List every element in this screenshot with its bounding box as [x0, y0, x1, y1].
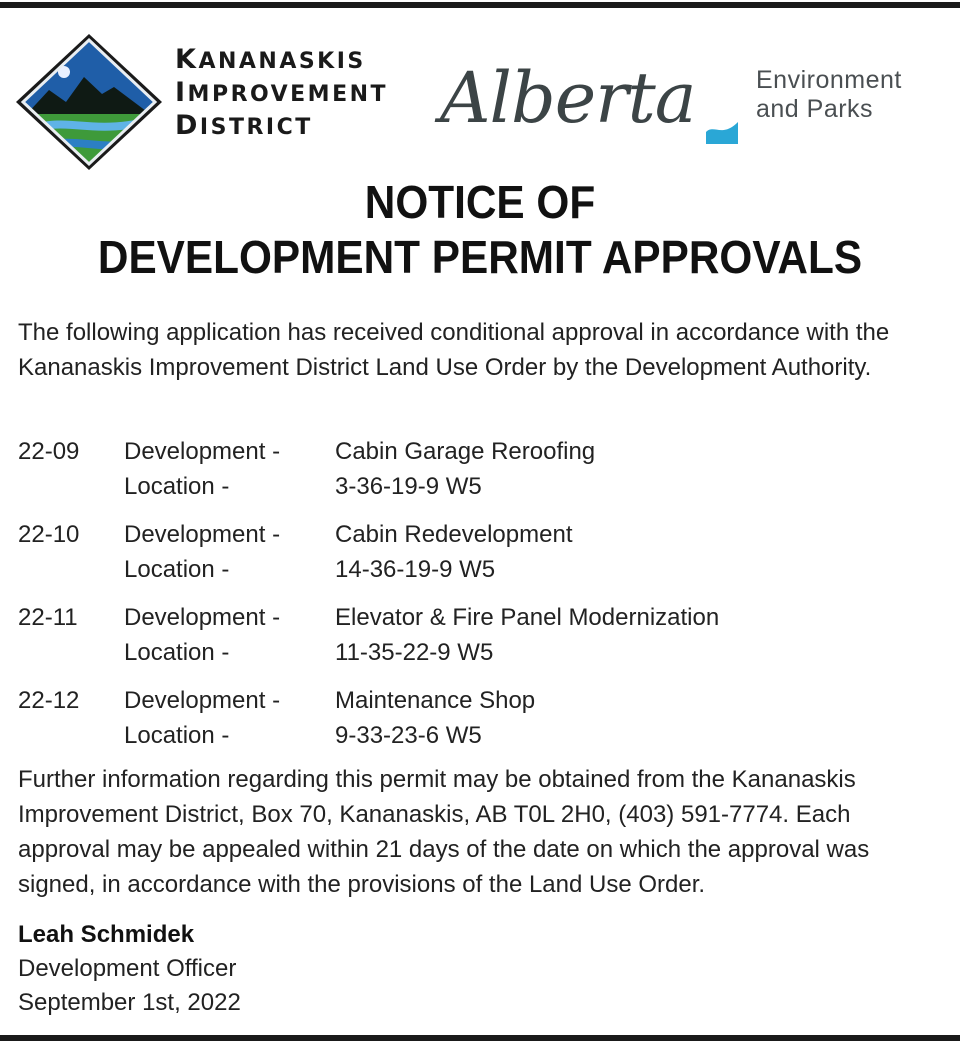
- title-line1: NOTICE OF: [364, 176, 596, 228]
- kid-logo-line: [175, 110, 388, 143]
- title-line2: DEVELOPMENT PERMIT APPROVALS: [97, 231, 863, 283]
- location-value: 3-36-19-9 W5: [335, 473, 482, 500]
- permit-entry: [18, 683, 948, 766]
- permit-development-row: [18, 517, 948, 552]
- kid-logo-cap: I: [175, 77, 188, 108]
- location-label: Location -: [124, 639, 230, 666]
- top-border-rule: [0, 2, 960, 8]
- development-value: Cabin Redevelopment: [335, 521, 573, 548]
- development-value: Maintenance Shop: [335, 687, 536, 714]
- kid-logo-wordmark: [175, 44, 388, 143]
- further-info-paragraph: Further information regarding this permit may be obtained from the Kananaskis Improvement District, Box 70, Kananaskis, AB T0L 2H0, (403) 591-7774. Each approval may be appealed within 21 days of the date on which the approval was signed, in accordance with the provisions of the Land Use Order.: [18, 766, 870, 898]
- signatory-title: Development Officer: [18, 955, 237, 982]
- intro-paragraph: The following application has received conditional approval in accordance with the Kananaskis Improvement District Land Use Order by the Development Authority.: [18, 319, 890, 381]
- permit-number: 22-12: [18, 687, 80, 714]
- permit-entry: [18, 600, 948, 683]
- permit-entry: [18, 517, 948, 600]
- permit-development-row: [18, 600, 948, 635]
- kid-logo-cap: K: [175, 44, 199, 75]
- location-label: Location -: [124, 722, 230, 749]
- signature-date: September 1st, 2022: [18, 989, 241, 1016]
- header: [0, 28, 960, 173]
- development-label: Development -: [124, 521, 281, 548]
- signature-block: [18, 918, 241, 1020]
- permit-location-row: [18, 635, 948, 670]
- permit-number: 22-10: [18, 521, 80, 548]
- location-label: Location -: [124, 556, 230, 583]
- permit-location-row: [18, 718, 948, 753]
- ministry-line1: Environment: [756, 66, 902, 94]
- permit-number: 22-11: [18, 604, 78, 631]
- ministry-name: [756, 66, 902, 124]
- permit-location-row: [18, 552, 948, 587]
- kid-logo-rest: ISTRICT: [199, 115, 313, 140]
- permit-development-row: [18, 434, 948, 469]
- permit-development-row: [18, 683, 948, 718]
- notice-title: [38, 175, 921, 285]
- permit-entry: [18, 434, 948, 517]
- location-value: 14-36-19-9 W5: [335, 556, 496, 583]
- kid-logo-rest: ANANASKIS: [198, 49, 366, 74]
- kid-logo-cap: D: [175, 110, 200, 141]
- permit-location-row: [18, 469, 948, 504]
- kid-logo-rest: MPROVEMENT: [187, 82, 389, 107]
- permit-number: 22-09: [18, 438, 80, 465]
- bottom-border-rule: [0, 1035, 960, 1041]
- location-label: Location -: [124, 473, 230, 500]
- development-label: Development -: [124, 604, 281, 631]
- kananaskis-mountain-logo-icon: [14, 32, 164, 172]
- development-label: Development -: [124, 687, 281, 714]
- alberta-wordmark: Alberta: [440, 57, 696, 139]
- location-value: 11-35-22-9 W5: [335, 639, 494, 666]
- development-value: Cabin Garage Reroofing: [335, 438, 596, 465]
- location-value: 9-33-23-6 W5: [335, 722, 482, 749]
- permit-list: [18, 434, 948, 766]
- signatory-name: Leah Schmidek: [18, 921, 195, 948]
- ministry-line2: and Parks: [756, 95, 874, 123]
- alberta-wave-icon: [706, 118, 738, 144]
- kid-logo-line: [175, 77, 388, 110]
- development-value: Elevator & Fire Panel Modernization: [335, 604, 720, 631]
- development-label: Development -: [124, 438, 281, 465]
- kid-logo-line: [175, 44, 388, 77]
